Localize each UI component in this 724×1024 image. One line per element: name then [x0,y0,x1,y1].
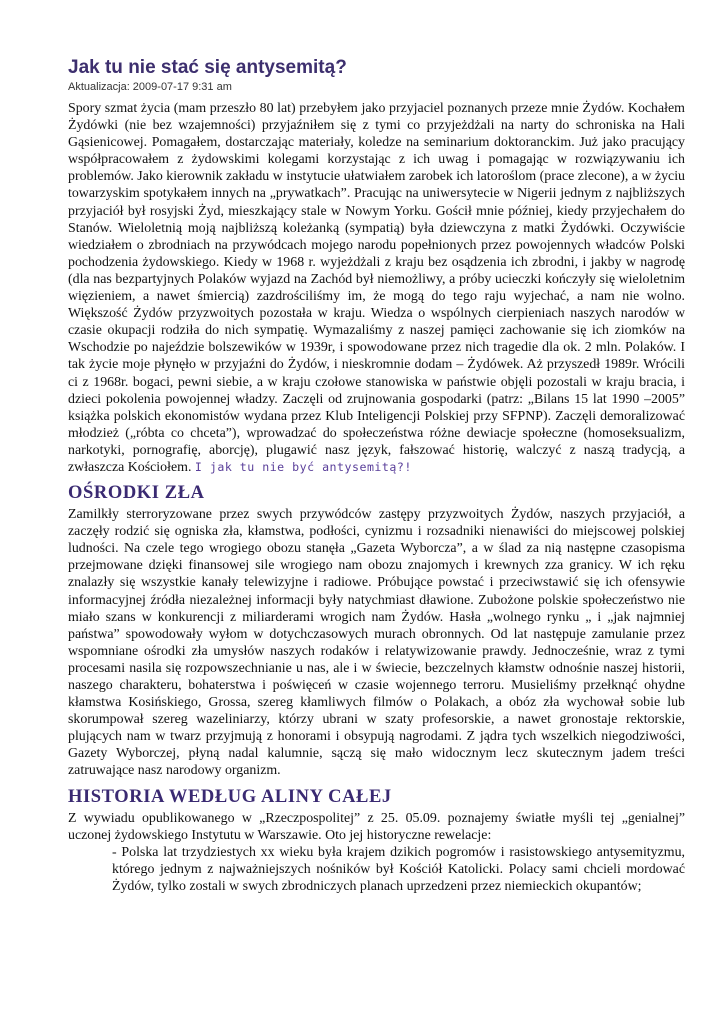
section-osrodki-body: Zamilkły sterroryzowane przez swych przywódców zastępy przyzwoitych Żydów, naszych przyjaciół, a zaczęły rodzić się ogniska zła, kłamstwa, podłości, cynizmu i rozsadniki nienawiści do miejscowej polskiej ludności. Na czele tego wrogiego obozu stanęła „Gazeta Wyborcza”, a w ślad za nią następne czasopisma przejmowane dzięki finansowej sile wrogiego nam obozu znajomych i krewnych zza granicy. W ich ręku znalazły się wszystkie kanały telewizyjne i radiowe. Próbujące powstać i przeciwstawić się ich ofensywie informacyjnej źródła niezależnej informacji były natychmiast dławione. Zubożone polskie społeczeństwo nie miało szans w konkurencji z miliarderami wrogich nam Żydów. Hasła „wolnego rynku „ i „jak najmniej państwa” spowodowały wyłom w dotychczasowych murach obronnych. Od lat następuje zamulanie przez wspomniane ośrodki zła umysłów naszych rodaków i relatywizowanie prawdy. Jednocześnie, wraz z tymi procesami nasila się rozpowszechnianie u nas, ale i w świecie, bezczelnych kłamstw odnośnie naszej historii, naszego charakteru, bohaterstwa i poświęceń w czasie wojennego terroru. Musieliśmy przełknąć ohydne kłamstwa Kosińskiego, Grossa, szereg kłamliwych filmów o Polakach, a obóz zła wychował sobie lub skorumpował szereg wazeliniarzy, którzy ubrani w szaty profesorskie, a nawet gronostaje rektorskie, plujących nam w twarz przyjmują z honorami i obsypują nagrodami. Z jądra tych wszelkich niegodziwości, Gazety Wyborczej, płyną nadal kalumnie, sączą się mało widocznym lecz skutecznym jadem treści zatruwające nasz narodowy organizm. [68,507,685,779]
intro-paragraph [68,100,685,476]
section-historia-intro: Z wywiadu opublikowanego w „Rzeczpospolitej” z 25. 05.09. poznajemy światłe myśli tej „genialnej” uczonej żydowskiego Instytutu w Warszawie. Oto jej historyczne rewelacje: [68,810,685,843]
article-title: Jak tu nie stać się antysemitą? [68,57,347,78]
section-heading-osrodki: OŚRODKI ZŁA [68,483,205,504]
quote-list [68,844,685,895]
intro-question-link[interactable]: I jak tu nie być antysemitą?! [194,459,412,474]
list-item: - Polska lat trzydziestych xx wieku była krajem dzikich pogromów i rasistowskiego antysemityzmu, którego jednym z najważniejszych nośników był Kościół Katolicki. Polacy sami chcieli mordować Żydów, tylko zostali w swych zbrodniczych planach uprzedzeni przez niemieckich okupantów; [112,844,685,894]
intro-text: Spory szmat życia (mam przeszło 80 lat) przebyłem jako przyjaciel poznanych przeze mnie Żydów. Kochałem Żydówki (nie bez wzajemności) przyjaźniłem się z tymi co przyjeżdżali na narty do schroniska na Hali Gąsienicowej. Pomagałem, dostarczając materiały, koledze na seminarium doktoranckim. Już jako pracujący współpracowałem z żydowskimi kolegami korzystając z ich uwag i pomagając w rozwiązywaniu ich problemów. Jako kierownik zakładu w instytucie ułatwiałem zarobek ich latoroślom (prace zlecone), a w życiu towarzyskim spotykałem innych na „prywatkach”. Pracując na uniwersytecie w Nigerii jednym z najbliższych przyjaciół był rosyjski Żyd, mieszkający stale w Nowym Yorku. Gościł mnie później, kiedy przyjechałem do Stanów. Wieloletnią moją najbliższą koleżanką (sympatią) była dziewczyna z matki Żydówki. Oczywiście wiedziałem o zbrodniach na przywódcach mojego narodu popełnionych przez powojennych władców Polski pochodzenia żydowskiego. Kiedy w 1968 r. wyjeżdżali z kraju bez osądzenia ich zbrodni, i jakby w nagrodę (dla nas bezpartyjnych Polaków wyjazd na Zachód był niemożliwy, a próby ucieczki kończyły się wieloletnim więzieniem, a nawet śmiercią) zazdrościliśmy im, że mogą do tego raju wyjechać, a nam nie wolno. Większość Żydów przyzwoitych pozostała w kraju. Wiedza o wspólnych cierpieniach naszych narodów w czasie okupacji rodziła do nich sympatię. Wymazaliśmy z naszej pamięci zachowanie się ich ziomków na Wschodzie po najeździe bolszewików w 1939r, i spowodowane przez nich tragedie dla ok. 2 mln. Polaków. I tak życie moje płynęło w przyjaźni do Żydów, i nieskromnie dodam – Żydówek. Aż przyszedł 1989r. Wrócili ci z 1968r. bogaci, pewni siebie, a w kraju czołowe stanowiska w państwie objęli pozostali w kraju bracia, i dzieci pokolenia powojennej władzy. Zaczęli od zrujnowania gospodarki (patrz: „Bilans 15 lat 1990 –2005” książka polskich ekonomistów wydana przez Klub Inteligencji Polskiej przy SFPNP). Zaczęli demoralizować młodzież („róbta co chceta”), wprowadzać do społeczeństwa różne dewiacje społeczne (homoseksualizm, narkotyki, pornografię, aborcję), plugawić nasz język, fałszować historię, walczyć z naszą tradycją, a zwłaszcza Kościołem. [68,101,686,475]
article [68,56,685,895]
section-heading-historia: HISTORIA WEDŁUG ALINY CAŁEJ [68,786,392,807]
update-timestamp: Aktualizacja: 2009-07-17 9:31 am [68,81,232,93]
